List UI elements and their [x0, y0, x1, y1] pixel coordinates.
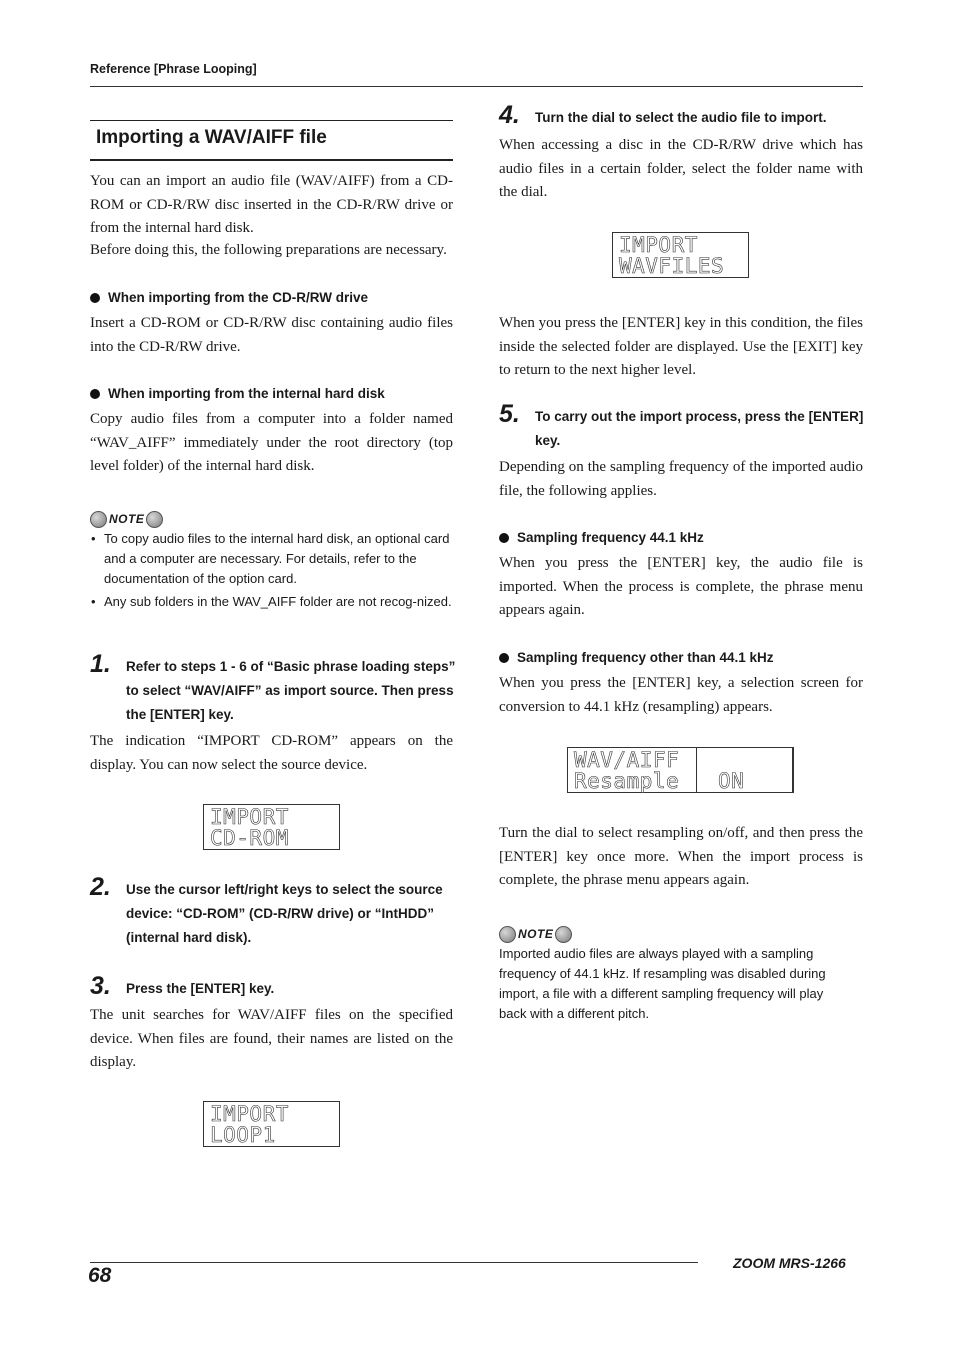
- lcd-display-import-cdrom: [203, 804, 340, 850]
- prep-hdd-heading-text: When importing from the internal hard disk: [108, 386, 385, 401]
- note-circle-icon: [146, 511, 163, 528]
- lcd-line-1: IMPORT: [210, 805, 289, 829]
- page-number: 68: [88, 1264, 112, 1287]
- step-text-2: Use the cursor left/right keys to select the source device: “CD-ROM” (CD-R/RW drive) or “IntHDD” (internal hard disk).: [126, 882, 443, 945]
- step-number-2: 2.: [90, 873, 111, 901]
- bullet-icon: [90, 293, 100, 303]
- bullet-icon: [499, 533, 509, 543]
- step-number-5: 5.: [499, 400, 520, 428]
- lcd-line-2: Resample: [574, 769, 680, 793]
- note-circle-icon: [499, 926, 516, 943]
- step-number-1: 1.: [90, 650, 111, 678]
- lcd-line-1: IMPORT: [619, 233, 698, 257]
- lcd-line-2: LOOP1: [210, 1123, 276, 1147]
- note-item: • To copy audio files to the internal hard disk, an optional card and a computer are necessary. For details, refer to the documentation of the option card.: [90, 529, 455, 589]
- lcd-value-on: ON: [718, 769, 745, 793]
- step-body-3: The unit searches for WAV/AIFF files on the specified device. When files are found, their names are listed on the display.: [90, 1007, 453, 1070]
- freq-other-after: Turn the dial to select resampling on/off, and then press the [ENTER] key once more. When the import process is complete, the phrase menu appears again.: [499, 825, 863, 888]
- note-heading-2: [499, 925, 572, 943]
- note-label: NOTE: [109, 512, 145, 527]
- intro-paragraph-1: You can an import an audio file (WAV/AIFF) from a CD-ROM or CD-R/RW disc inserted in the CD-R/RW drive or from the internal hard disk.: [90, 173, 453, 236]
- lcd-line-2: WAVFILES: [619, 254, 725, 278]
- prep-cd-heading-text: When importing from the CD-R/RW drive: [108, 290, 368, 305]
- prep-hdd-heading: [90, 386, 385, 401]
- note-heading-1: [90, 510, 163, 528]
- lcd-line-1: WAV/AIFF: [574, 748, 680, 772]
- step-body-1: The indication “IMPORT CD-ROM” appears on the display. You can now select the source device.: [90, 733, 453, 773]
- lcd-display-resample: [567, 747, 794, 793]
- note-item: • Any sub folders in the WAV_AIFF folder are not recog-nized.: [90, 592, 455, 612]
- step-text-4: Turn the dial to select the audio file to import.: [535, 110, 827, 125]
- prep-hdd-text: Copy audio files from a computer into a folder named “WAV_AIFF” immediately under the root directory (top level folder) of the internal hard disk.: [90, 411, 453, 474]
- step-text-5: To carry out the import process, press the [ENTER] key.: [535, 409, 864, 448]
- step-text-1: Refer to steps 1 - 6 of “Basic phrase loading steps” to select “WAV/AIFF” as import source. Then press the [ENTER] key.: [126, 659, 456, 722]
- freq-441-text: When you press the [ENTER] key, the audio file is imported. When the process is complete, the phrase menu appears again.: [499, 555, 863, 618]
- note-list-1: [90, 529, 455, 615]
- prep-cd-text: Insert a CD-ROM or CD-R/RW disc containing audio files into the CD-R/RW drive.: [90, 315, 453, 355]
- note-circle-icon: [90, 511, 107, 528]
- footer-rule: [90, 1262, 698, 1263]
- freq-441-heading-text: Sampling frequency 44.1 kHz: [517, 530, 704, 545]
- section-title: Importing a WAV/AIFF file: [96, 127, 327, 148]
- freq-other-heading-text: Sampling frequency other than 44.1 kHz: [517, 650, 774, 665]
- step-body-4: When accessing a disc in the CD-R/RW drive which has audio files in a certain folder, select the folder name with the dial.: [499, 137, 863, 200]
- step-text-3: Press the [ENTER] key.: [126, 981, 275, 996]
- lcd-divider: [696, 748, 697, 792]
- freq-441-heading: [499, 530, 704, 545]
- step-body-5: Depending on the sampling frequency of the imported audio file, the following applies.: [499, 459, 863, 499]
- freq-other-heading: [499, 650, 774, 665]
- step-number-3: 3.: [90, 972, 111, 1000]
- product-name: ZOOM MRS-1266: [733, 1255, 846, 1271]
- note-label: NOTE: [518, 927, 554, 942]
- step-body-4b: When you press the [ENTER] key in this condition, the files inside the selected folder are displayed. Use the [EXIT] key to return to the next higher level.: [499, 315, 863, 378]
- lcd-display-import-wavfiles: [612, 232, 749, 278]
- intro-paragraph-2: Before doing this, the following preparations are necessary.: [90, 242, 447, 258]
- note-text-2: Imported audio files are always played with a sampling frequency of 44.1 kHz. If resampling was disabled during import, a file with a different sampling frequency will play back with a different pitch.: [499, 946, 826, 1021]
- bullet-icon: [90, 389, 100, 399]
- header-rule: [90, 86, 863, 87]
- lcd-line-1: IMPORT: [210, 1102, 289, 1126]
- section-title-box: [90, 120, 453, 161]
- lcd-line-2: CD-ROM: [210, 826, 289, 850]
- lcd-display-import-loop1: [203, 1101, 340, 1147]
- prep-cd-heading: [90, 290, 368, 305]
- note-circle-icon: [555, 926, 572, 943]
- freq-other-text: When you press the [ENTER] key, a selection screen for conversion to 44.1 kHz (resampling) appears.: [499, 675, 863, 715]
- bullet-icon: [499, 653, 509, 663]
- running-header: Reference [Phrase Looping]: [90, 62, 257, 76]
- step-number-4: 4.: [499, 101, 520, 129]
